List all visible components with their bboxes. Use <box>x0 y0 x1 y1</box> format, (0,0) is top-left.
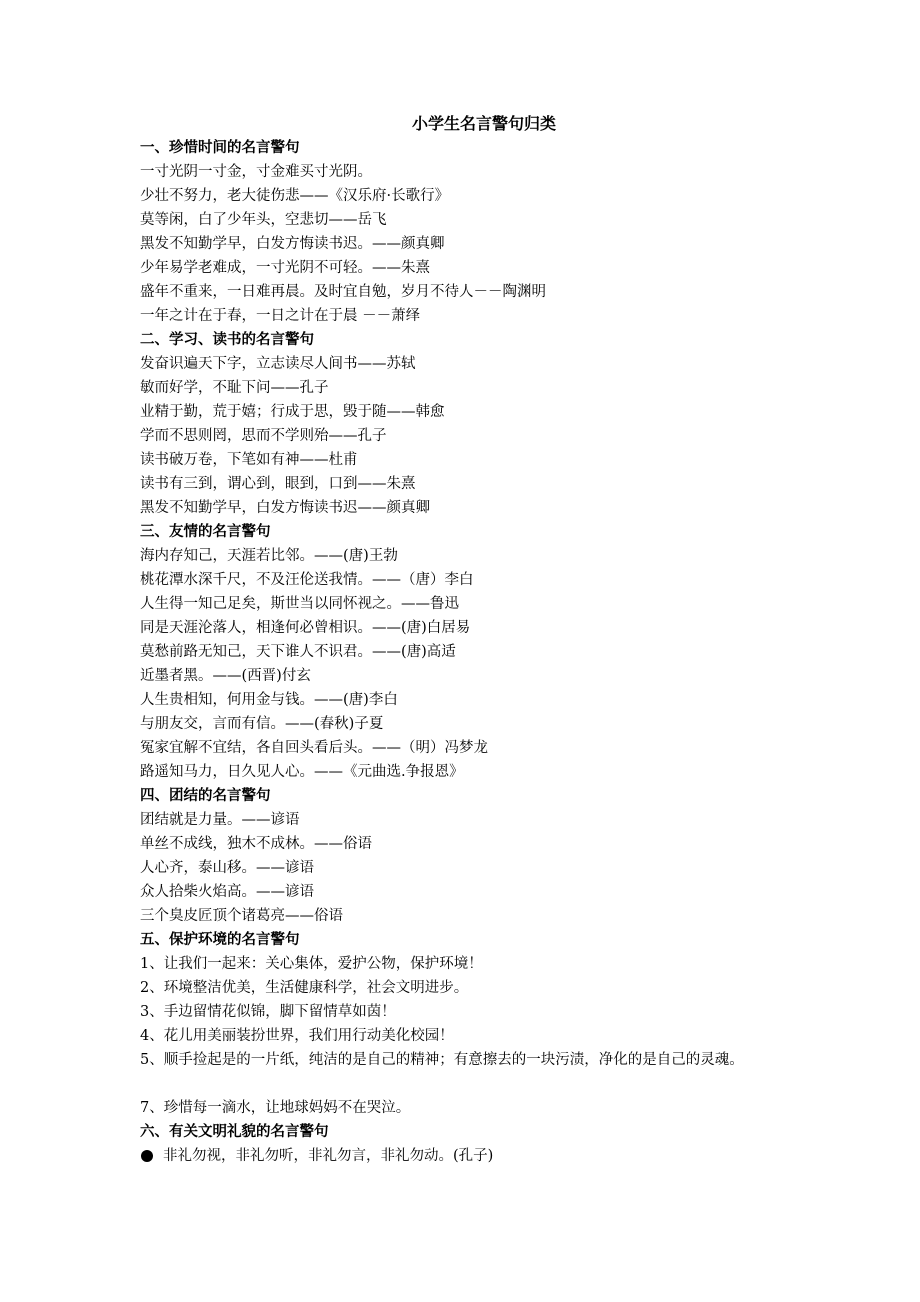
section-heading: 六、有关文明礼貌的名言警句 <box>140 1124 329 1140</box>
quote-line: 人心齐，泰山移。——谚语 <box>140 860 314 876</box>
quote-line: 冤家宜解不宜结，各自回头看后头。——（明）冯梦龙 <box>140 740 488 756</box>
section-heading: 二、学习、读书的名言警句 <box>140 332 314 348</box>
quote-line: 3、手边留情花似锦，脚下留情草如茵！ <box>140 1004 396 1020</box>
section-heading: 三、友情的名言警句 <box>140 524 271 540</box>
document-body <box>140 112 790 1168</box>
quote-line: 少壮不努力，老大徒伤悲——《汉乐府·长歌行》 <box>140 188 450 204</box>
section-heading: 四、团结的名言警句 <box>140 788 271 804</box>
quote-line: 7、珍惜每一滴水，让地球妈妈不在哭泣。 <box>140 1100 411 1116</box>
quote-line: 单丝不成线，独木不成林。——俗语 <box>140 836 372 852</box>
quote-line: 业精于勤，荒于嬉；行成于思，毁于随——韩愈 <box>140 404 445 420</box>
quote-line: 莫愁前路无知己，天下谁人不识君。——(唐)高适 <box>140 644 456 660</box>
quote-line: 莫等闲，白了少年头，空悲切——岳飞 <box>140 212 387 228</box>
quote-line: 发奋识遍天下字，立志读尽人间书——苏轼 <box>140 356 416 372</box>
quote-line: 同是天涯沦落人，相逢何必曾相识。——(唐)白居易 <box>140 620 471 636</box>
quote-line: 少年易学老难成，一寸光阴不可轻。——朱熹 <box>140 260 430 276</box>
quote-line: 海内存知己，天涯若比邻。——(唐)王勃 <box>140 548 398 564</box>
quote-line: 1、让我们一起来：关心集体，爱护公物，保护环境！ <box>140 956 483 972</box>
quote-line: 团结就是力量。——谚语 <box>140 812 300 828</box>
quote-line: 一年之计在于春，一日之计在于晨 －－萧绎 <box>140 308 421 324</box>
quote-line: 读书有三到，谓心到，眼到，口到——朱熹 <box>140 476 416 492</box>
quote-line: 路遥知马力，日久见人心。——《元曲选.争报恩》 <box>140 764 464 780</box>
quote-line: 学而不思则罔，思而不学则殆——孔子 <box>140 428 387 444</box>
quote-line: 人生贵相知，何用金与钱。——(唐)李白 <box>140 692 398 708</box>
document-title: 小学生名言警句归类 <box>411 114 556 133</box>
bullet-icon <box>141 1150 153 1162</box>
quote-line: 黑发不知勤学早，白发方悔读书迟。——颜真卿 <box>140 236 445 252</box>
quote-line: 4、花儿用美丽装扮世界，我们用行动美化校园！ <box>140 1028 454 1044</box>
section-heading: 五、保护环境的名言警句 <box>140 932 300 948</box>
quote-line: 与朋友交，言而有信。——(春秋)子夏 <box>140 716 384 732</box>
quote-line: 众人拾柴火焰高。——谚语 <box>140 884 314 900</box>
quote-line: 敏而好学，不耻下问——孔子 <box>140 380 329 396</box>
quote-line: 近墨者黑。——(西晋)付玄 <box>140 668 311 684</box>
quote-line: 读书破万卷，下笔如有神——杜甫 <box>140 452 358 468</box>
quote-line: 三个臭皮匠顶个诸葛亮——俗语 <box>140 908 343 924</box>
quote-line: 一寸光阴一寸金，寸金难买寸光阴。 <box>140 164 372 180</box>
quote-line: 5、顺手捡起是的一片纸，纯洁的是自己的精神；有意擦去的一块污渍，净化的是自己的灵魂。 <box>140 1052 744 1068</box>
quote-line: 黑发不知勤学早，白发方悔读书迟——颜真卿 <box>140 500 430 516</box>
quote-line: 人生得一知己足矣，斯世当以同怀视之。——鲁迅 <box>140 596 459 612</box>
quote-line: 桃花潭水深千尺，不及汪伦送我情。——（唐）李白 <box>140 572 474 588</box>
quote-line: 非礼勿视，非礼勿听，非礼勿言，非礼勿动。(孔子) <box>163 1148 494 1164</box>
quote-line: 2、环境整洁优美，生活健康科学，社会文明进步。 <box>140 980 469 996</box>
quote-line: 盛年不重来，一日难再晨。及时宜自勉，岁月不待人－－陶渊明 <box>140 284 546 300</box>
bullet-item <box>140 1144 790 1168</box>
section-heading: 一、珍惜时间的名言警句 <box>140 140 300 156</box>
